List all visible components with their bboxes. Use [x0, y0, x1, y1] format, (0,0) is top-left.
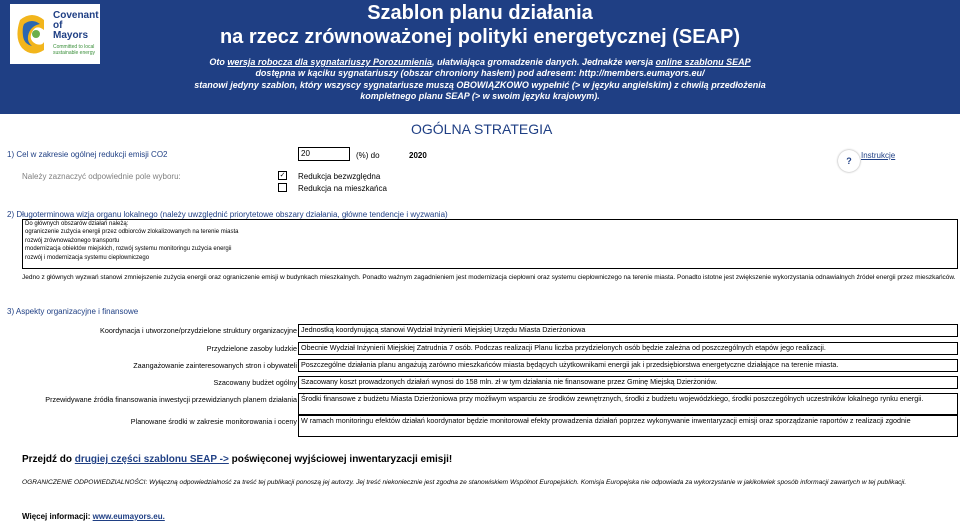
section1-label: 1) Cel w zakresie ogólnej redukcji emisji CO2	[7, 150, 168, 159]
disclaimer-note: OGRANICZENIE ODPOWIEDZIALNOŚCI: Wyłączną odpowiedzialność za treść tej publikacji ponoszą jej autorzy. Jej treść niekoniecznie jest zgodna ze stanowiskiem Wspólnot Europejskich. Komisja Europejska nie odpowiada za wykorzystanie w jakikolwiek sposób informacji zawartych w tej publikacji.	[22, 479, 907, 486]
org-row-label: Szacowany budżet ogólny	[213, 378, 297, 387]
question-icon[interactable]: ?	[838, 150, 860, 172]
org-row-label: Zaangażowanie zainteresowanych stron i obywateli	[133, 361, 297, 370]
next-part-link[interactable]: drugiej części szablonu SEAP ->	[74, 454, 229, 465]
sub-text: , ułatwiająca gromadzenie danych. Jednakże wersja	[431, 57, 656, 67]
vision-textarea[interactable]	[22, 219, 958, 269]
target-unit-label: (%) do	[356, 151, 380, 160]
signatories-draft-link[interactable]: wersja robocza dla sygnatariuszy Porozumienia	[227, 57, 432, 67]
vision-line: rozwój zrównoważonego transportu	[25, 237, 120, 244]
org-row-label: Planowane środki w zakresie monitorowania i oceny	[130, 417, 297, 426]
org-row-value[interactable]: Jednostką koordynującą stanowi Wydział Inżynierii Miejskiej Urzędu Miasta Dzierżoniowa	[298, 324, 958, 337]
vision-line: Do głównych obszarów działań należą:	[25, 221, 129, 227]
org-row-value[interactable]: Środki finansowe z budżetu Miasta Dzierżoniowa przy możliwym wsparciu ze środków zewnętrznych, środki z budżetu wojewódzkiego, środki poszczególnych uczestników lokalnego rynku energii.	[298, 393, 958, 415]
org-row-label: Przydzielone zasoby ludzkie	[206, 344, 297, 353]
sub-text: Oto	[209, 57, 228, 67]
header-subtitle-line4: kompletnego planu SEAP (> w swoim języku krajowym).	[360, 91, 600, 101]
section2-label: 2) Długoterminowa wizja organu lokalnego (należy uwzględnić priorytetowe obszary działania, główne tendencje i wyzwania)	[7, 210, 448, 219]
header-banner	[0, 0, 960, 114]
absolute-reduction-checkbox[interactable]: ✓	[279, 172, 286, 179]
org-row-value[interactable]: Szacowany koszt prowadzonych działań wynosi do 158 mln. zł w tym działania nie finansowane przez Gminę Miejską Dzierżoniów.	[298, 376, 958, 389]
header-subtitle-line1	[0, 57, 960, 67]
per-capita-reduction-label: Redukcja na mieszkańca	[298, 184, 387, 193]
next-part-post: poświęconej wyjściowej inwentaryzacji emisji!	[228, 454, 453, 465]
per-capita-reduction-checkbox[interactable]	[278, 183, 287, 192]
header-subtitle-line2: dostępna w kąciku sygnatariuszy (obszar chroniony hasłem) pod adresem: http://members.eumayors.eu/	[255, 68, 705, 78]
more-info-line	[22, 512, 165, 521]
header-subtitle-line3: stanowi jedyny szablon, który wszyscy sygnatariusze muszą OBOWIĄZKOWO wypełnić (> w języku angielskim) z chwilą przedłożenia	[194, 80, 766, 90]
vision-line: modernizacja obiektów miejskich, rozwój systemu monitoringu zużycia energii	[25, 246, 232, 253]
logo-title-line2: of Mayors	[53, 20, 89, 41]
vision-paragraph: Jedno z głównych wyzwań stanowi zmniejszenie zużycia energii oraz ograniczenie emisji w budynkach mieszkalnych. Ponadto ważnym zagadnieniem jest modernizacja ciepłowni oraz systemu ciepłowniczego na terenie miasta. Ponadto istotne jest zwiększenie wykorzystania odnawialnych źródeł energii przez mieszkańców.	[22, 274, 956, 281]
org-row-value[interactable]: Obecnie Wydział Inżynierii Miejskiej Zatrudnia 7 osób. Podczas realizacji Planu liczba przydzielonych osób będzie zależna od poszczególnych etapów jego realizacji.	[298, 342, 958, 355]
logo-subtitle: Committed to local sustainable energy	[53, 44, 95, 56]
absolute-reduction-label: Redukcja bezwzględna	[298, 172, 381, 181]
next-part-line	[22, 454, 452, 465]
org-row-value[interactable]: Poszczególne działania planu angażują zarówno mieszkańców miasta będących użytkownikami energii jak i przedsiębiorstwa energetyczne działające na terenie miasta.	[298, 359, 958, 372]
page-title-line2: na rzecz zrównoważonej polityki energetycznej (SEAP)	[219, 26, 741, 48]
checkbox-hint: Należy zaznaczyć odpowiednie pole wyboru:	[22, 172, 181, 181]
instructions-link[interactable]: Instrukcje	[861, 151, 896, 160]
org-row-label: Koordynacja i utworzone/przydzielone struktury organizacyjne	[100, 326, 297, 335]
vision-line: rozwój i modernizacja systemu ciepłowniczego	[25, 254, 150, 261]
org-row-value[interactable]: W ramach monitoringu efektów działań koordynator będzie monitorował efekty prowadzenia działań poprzez wykonywanie inwentaryzacji emisji oraz sporządzanie raportów z realizacji zgodnie	[298, 415, 958, 437]
org-row-label: Przewidywane źródła finansowania inwestycji przewidzianych planem działania	[45, 395, 297, 404]
more-info-label: Więcej informacji:	[22, 512, 93, 521]
next-part-pre: Przejdź do	[22, 454, 75, 465]
target-year[interactable]: 2020	[409, 151, 427, 160]
vision-line: ograniczenie zużycia energii przez odbiorców zlokalizowanych na terenie miasta	[25, 229, 239, 236]
section3-label: 3) Aspekty organizacyjne i finansowe	[7, 307, 139, 316]
reduction-target-input[interactable]: 20	[298, 147, 350, 161]
strategy-heading: OGÓLNA STRATEGIA	[411, 121, 553, 137]
page-title-line1: Szablon planu działania	[367, 2, 593, 24]
online-template-link[interactable]: online szablonu SEAP	[655, 57, 751, 67]
logo-title-line1: Covenant	[53, 10, 99, 21]
eumayors-link[interactable]: www.eumayors.eu.	[92, 512, 165, 521]
